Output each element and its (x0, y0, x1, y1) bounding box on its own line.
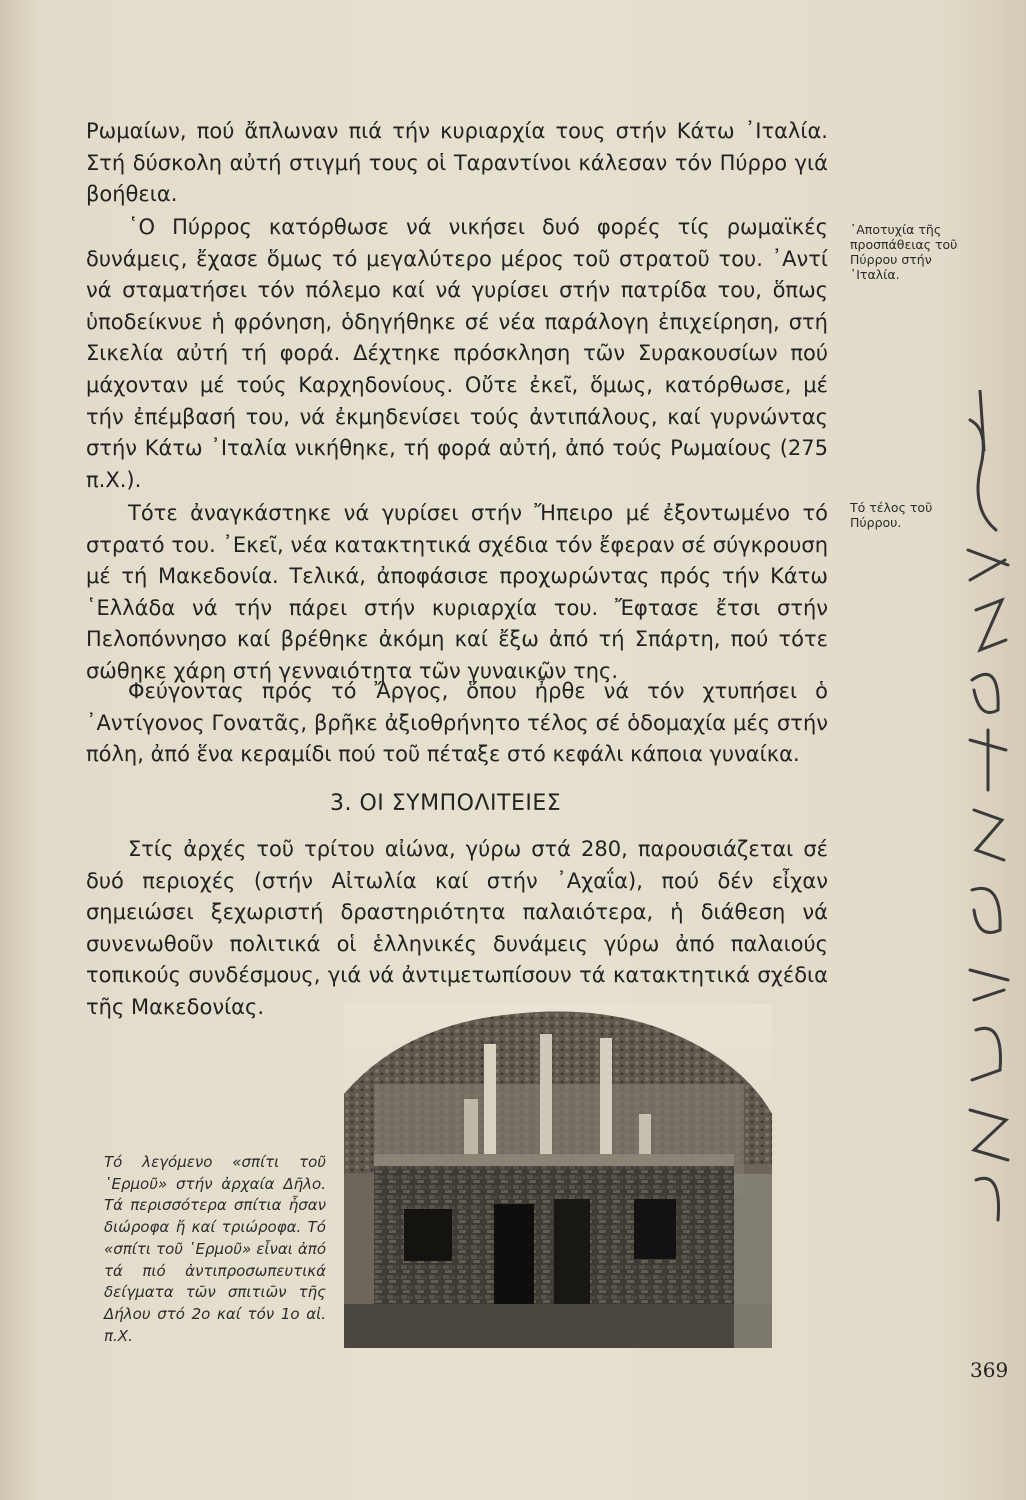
paragraph-sympoliteies: Στίς ἀρχές τοῦ τρίτου αἰώνα, γύρω στά 280, παρουσιάζεται σέ δυό περιοχές (στήν Αἰτωλία καί στήν ᾿Αχαΐα), πού δέν εἶχαν σημειώσει ξεχωριστή δραστηριότητα παλαιότερα, ἡ διάθεση νά συνενωθοῦν πολιτικά οἱ ἑλληνικές δυνάμεις γύρω ἀπό παλαιούς τοπικούς συνδέσμους, γιά νά ἀντιμετωπίσουν τά κατακτητικά σχέδια τῆς Μακεδονίας. (86, 837, 828, 1019)
paragraph-death-argos: Φεύγοντας πρός τό Ἄργος, ὅπου ἦρθε νά τόν χτυπήσει ὁ ᾿Αντίγονος Γονατᾶς, βρῆκε ἀξιοθρήνητο τέλος σέ ὁδομαχία μές στήν πόλη, ἀπό ἕνα κεραμίδι πού τοῦ πέταξε στό κεφάλι κάποια γυναίκα. (86, 679, 828, 767)
photo-illustration (344, 1004, 772, 1348)
paragraph-continued: Ρωμαίων, πού ἄπλωναν πιά τήν κυριαρχία τους στήν Κάτω ᾿Ιταλία. Στή δύσκολη αὐτή στιγμή τους οἱ Ταραντίνοι κάλεσαν τόν Πύρρο γιά βοήθεια. (86, 119, 828, 207)
handwritten-annotation (950, 390, 1026, 1230)
photo-caption: Τό λεγόμενο «σπίτι τοῦ ῾Ερμοῦ» στήν ἀρχαία Δῆλο. Τά περισσότερα σπίτια ἦσαν διώροφα ἤ καί τριώροφα. Τό «σπίτι τοῦ ῾Ερμοῦ» εἶναι ἀπό τά πιό ἀντιπροσωπευτικά δείγματα τῶν σπιτιῶν τῆς Δήλου στό 2ο καί τόν 1ο αἰ. π.Χ. (104, 1153, 326, 1345)
margin-note-end: Τό τέλος τοῦ Πύρρου. (850, 500, 933, 530)
page-number: 369 (970, 1358, 1009, 1382)
house-of-hermes-photo (344, 1004, 772, 1348)
paragraph-return-epirus: Τότε ἀναγκάστηκε νά γυρίσει στήν Ἤπειρο μέ ἐξοντωμένο τό στρατό του. ᾿Εκεῖ, νέα κατακτητικά σχέδια τόν ἔφεραν σέ σύγκρουση μέ τή Μακεδονία. Τελικά, ἀποφάσισε προχωρώντας πρός τήν Κάτω ῾Ελλάδα νά τήν πάρει στήν κυριαρχία του. Ἔφτασε ἔτσι στήν Πελοπόννησο καί βρέθηκε ἀκόμη καί ἔξω ἀπό τή Σπάρτη, πού τότε σώθηκε χάρη στή γενναιότητα τῶν γυναικῶν της. (86, 501, 828, 683)
paragraph-pyrrhus-campaign: ῾Ο Πύρρος κατόρθωσε νά νικήσει δυό φορές τίς ρωμαϊκές δυνάμεις, ἔχασε ὅμως τό μεγαλύτερο μέρος τοῦ στρατοῦ του. ᾿Αντί νά σταματήσει τόν πόλεμο καί νά γυρίσει στήν πατρίδα του, ὅπως ὑποδείκνυε ἡ φρόνηση, ὁδηγήθηκε σέ νέα παράλογη ἐπιχείρηση, στή Σικελία αὐτή τή φορά. Δέχτηκε πρόσκληση τῶν Συρακουσίων πού μάχονταν μέ τούς Καρχηδονίους. Οὔτε ἐκεῖ, ὅμως, κατόρθωσε, μέ τήν ἐπέμβασή του, νά ἐκμηδενίσει τούς ἀντιπάλους, καί γυρνώντας στήν Κάτω ᾿Ιταλία νικήθηκε, τή φορά αὐτή, ἀπό τούς Ρωμαίους (275 π.Χ.). (86, 215, 828, 492)
margin-note-failure: ᾿Αποτυχία τῆς προσπάθειας τοῦ Πύρρου στήν ᾿Ιταλία. (850, 222, 958, 282)
section-heading: 3. ΟΙ ΣΥΜΠΟΛΙΤΕΙΕΣ (330, 791, 562, 816)
